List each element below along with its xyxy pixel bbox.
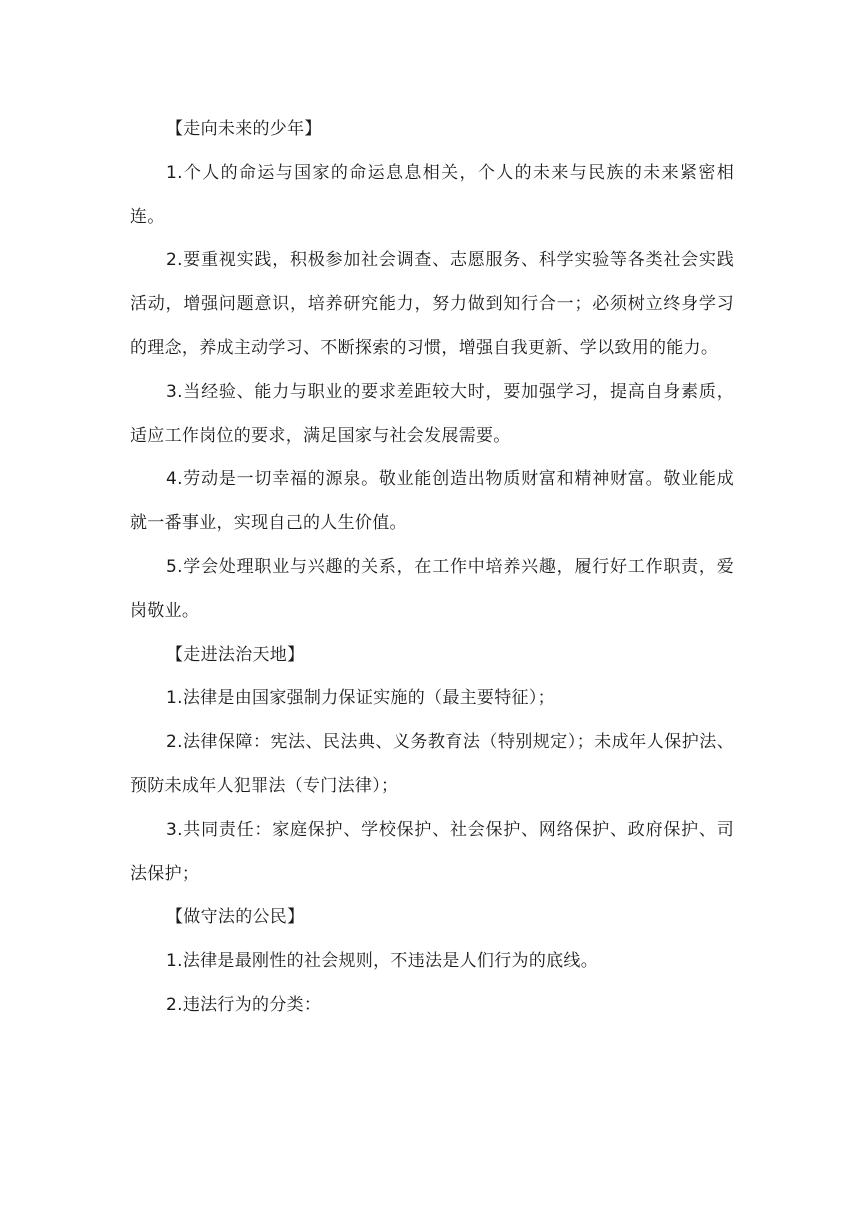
document-body (130, 108, 734, 1028)
paragraph: 3.当经验、能力与职业的要求差距较大时，要加强学习，提高自身素质，适应工作岗位的要求，满足国家与社会发展需要。 (130, 381, 734, 446)
paragraph: 5.学会处理职业与兴趣的关系，在工作中培养兴趣，履行好工作职责，爱岗敬业。 (130, 556, 734, 621)
paragraph: 4.劳动是一切幸福的源泉。敬业能创造出物质财富和精神财富。敬业能成就一番事业，实现自己的人生价值。 (130, 469, 734, 534)
paragraph: 1.法律是最刚性的社会规则，不违法是人们行为的底线。 (166, 951, 599, 972)
paragraph: 2.违法行为的分类： (166, 994, 322, 1015)
section-heading-law-abiding-citizen: 【做守法的公民】 (166, 907, 305, 928)
paragraph: 2.要重视实践，积极参加社会调查、志愿服务、科学实验等各类社会实践活动，增强问题意识，培养研究能力，努力做到知行合一；必须树立终身学习的理念，养成主动学习、不断探索的习惯，增强自我更新、学以致用的能力。 (130, 250, 734, 358)
section-heading-rule-of-law: 【走进法治天地】 (166, 644, 305, 665)
paragraph: 1.法律是由国家强制力保证实施的（最主要特征）； (166, 688, 555, 709)
section-heading-future-youth: 【走向未来的少年】 (166, 119, 322, 139)
paragraph: 1.个人的命运与国家的命运息息相关，个人的未来与民族的未来紧密相连。 (130, 162, 734, 227)
paragraph: 2.法律保障：宪法、民法典、义务教育法（特别规定）；未成年人保护法、预防未成年人犯罪法（专门法律）； (130, 732, 734, 796)
paragraph: 3.共同责任：家庭保护、学校保护、社会保护、网络保护、政府保护、司法保护； (130, 819, 734, 884)
